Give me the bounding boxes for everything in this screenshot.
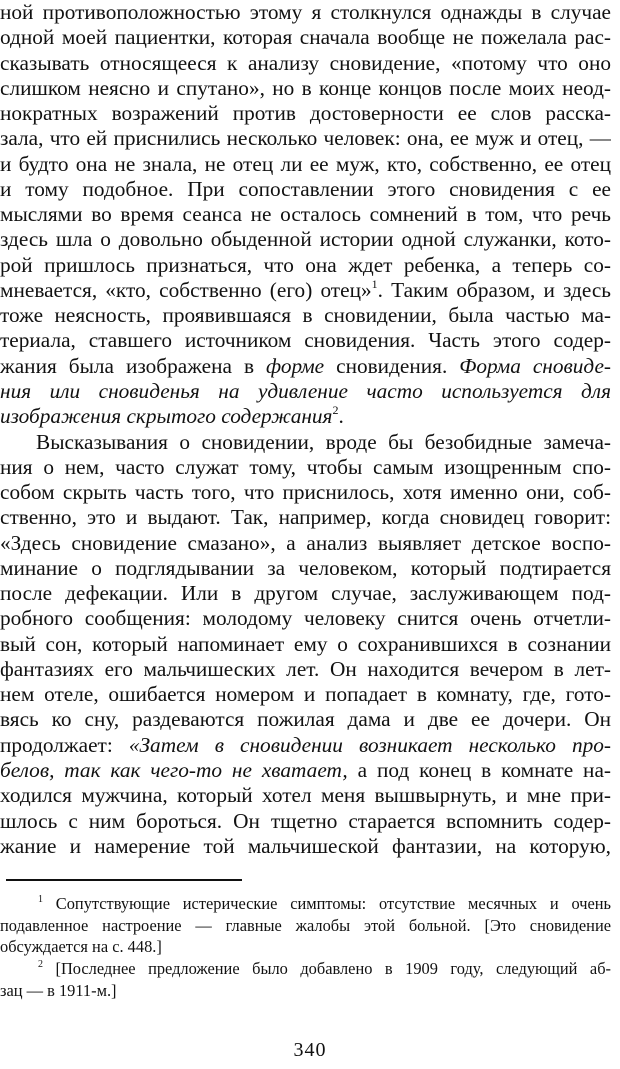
text-line: рой пришлось признаться, что она ждет ребенка, а теперь со- — [0, 252, 611, 277]
footnote-line: подавленное настроение — главные жалобы этой больной. [Это сновидение — [0, 915, 611, 935]
italic-text: «Затем в сновидении возникает несколько про- — [128, 732, 611, 757]
text-line — [0, 404, 611, 429]
text-line: ния о нем, часто служат тому, чтобы самым изощренным спо- — [0, 454, 611, 479]
text-line: вый сон, который напоминает ему о сохранившихся в сознании — [0, 631, 611, 656]
text-line: фантазиях его мальчишеских лет. Он находится вечером в лет- — [0, 656, 611, 681]
text-line: ственно, это и выдают. Так, например, когда сновидец говорит: — [0, 505, 611, 530]
italic-text: изображения скрытого содержания — [0, 404, 333, 429]
footnote-2 — [0, 958, 611, 980]
text-line: Высказывания о сновидении, вроде бы безобидные замеча- — [36, 429, 611, 454]
text-line: териала, ставшего источником сновидения. Часть этого содер- — [0, 328, 611, 353]
text-line: нем отеле, ошибается номером и попадает в комнату, где, гото- — [0, 682, 611, 707]
text-line: после дефекации. Или в другом случае, заслуживающем под- — [0, 581, 611, 606]
text-line: и тому подобное. При сопоставлении этого сновидения с ее — [0, 176, 611, 201]
text-run: сновидения. — [324, 353, 460, 378]
footnote-line: зац — в 1911-м.] — [0, 980, 117, 1000]
text-line: слишком неясно и спутано», но в конце концов после моих неод- — [0, 75, 611, 100]
page-number: 340 — [293, 1039, 327, 1061]
footnote-marker: 2 — [38, 958, 43, 970]
text-line: мыслями во время сеанса не осталось сомнений в том, что речь — [0, 202, 611, 227]
text-run: . — [338, 404, 344, 429]
text-run: мневается, «кто, собственно (его) отец» — [0, 277, 372, 302]
footnote-line: обсуждается на с. 448.] — [0, 937, 162, 957]
text-line: зала, что ей приснились несколько человек: она, ее муж и отец, — — [0, 126, 611, 151]
footnote-text: [Последнее предложение было добавлено в 1909 году, следующий аб- — [43, 959, 611, 979]
text-line: одной моей пациентки, которая сначала вообще не пожелала рас- — [0, 25, 611, 50]
text-line: собом скрыть часть того, что приснилось, хотя именно они, соб- — [0, 480, 611, 505]
text-line: и будто она не знала, не отец ли ее муж, кто, собственно, ее отец — [0, 151, 611, 176]
text-line: минание о подглядывании за человеком, который подтирается — [0, 555, 611, 580]
italic-text: ния или сновиденья на удивление часто используется для — [0, 378, 611, 403]
text-line — [0, 354, 611, 379]
text-line: ходился мужчина, который хотел меня вышвырнуть, и мне при- — [0, 783, 611, 808]
text-line: «Здесь сновидение смазано», а анализ выявляет детское воспо- — [0, 530, 611, 555]
footnote-ref-1[interactable]: 1 — [371, 277, 378, 291]
text-line — [0, 733, 611, 758]
text-line: вясь ко сну, раздеваются пожилая дама и две ее дочери. Он — [0, 707, 611, 732]
footnote-ref-2[interactable]: 2 — [332, 404, 339, 418]
text-line — [0, 758, 611, 783]
text-line: шлось с ним бороться. Он тщетно старается вспомнить содер- — [0, 808, 611, 833]
italic-text: форме — [266, 353, 325, 378]
text-line — [0, 379, 611, 404]
footnote-marker: 1 — [38, 893, 43, 905]
text-line: ной противоположностью этому я столкнулся однажды в случае — [0, 0, 611, 24]
footnote-1 — [0, 893, 611, 915]
footnotes — [0, 893, 611, 1001]
text-line: робного сообщения: молодому человеку снится очень отчетли- — [0, 606, 611, 631]
italic-text: белов, так как чего-то не хватает, — [0, 757, 348, 782]
text-run: а под конец в комнате на- — [347, 757, 611, 782]
text-run: жания была изображена в — [0, 353, 266, 378]
text-line — [0, 278, 611, 303]
text-line: жание и намерение той мальчишеской фантазии, на которую, — [0, 833, 611, 858]
text-line: сказывать относящееся к анализу сновидение, «потому что оно — [0, 50, 611, 75]
text-run: продолжает: — [0, 732, 129, 757]
text-line: тоже неясность, проявившаяся в сновидении, была частью ма- — [0, 303, 611, 328]
footnote-text: Сопутствующие истерические симптомы: отсутствие месячных и очень — [43, 894, 611, 913]
footnote-divider — [6, 879, 242, 881]
text-line: здесь шла о довольно обыденной истории одной служанки, кото- — [0, 227, 611, 252]
text-line: нократных возражений против достоверности ее слов расска- — [0, 101, 611, 126]
italic-text: Форма сновиде- — [459, 353, 611, 378]
text-run: . Таким образом, и здесь — [377, 277, 611, 302]
